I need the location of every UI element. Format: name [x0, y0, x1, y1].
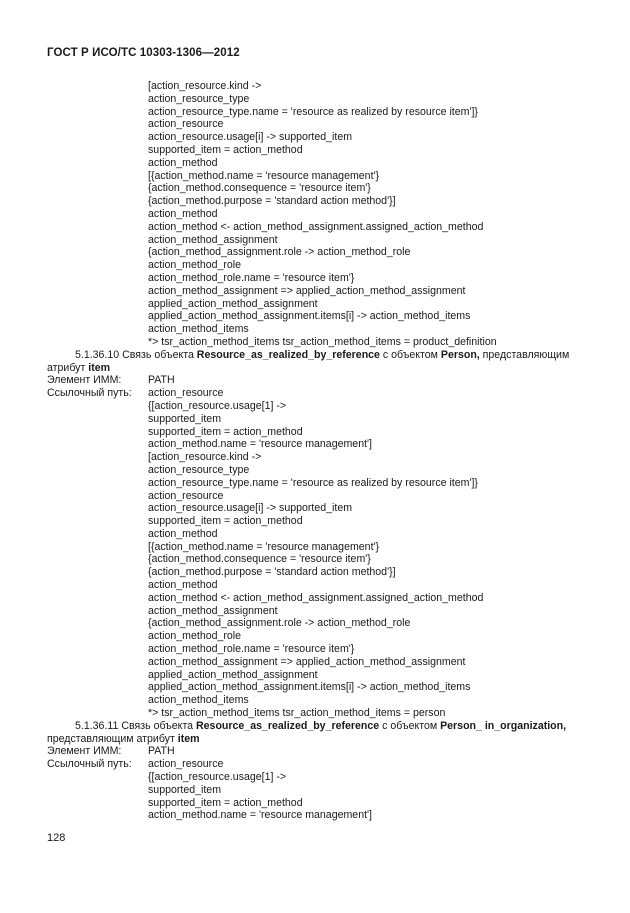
section-number: 5.1.36.10: [75, 348, 120, 361]
code-line: supported_item = action_method: [148, 796, 303, 809]
section-number: 5.1.36.11: [75, 719, 119, 732]
code-line: action_method_role: [148, 259, 242, 272]
code-line: {[action_resource.usage[1] ->: [148, 771, 287, 784]
element-value: PATH: [148, 745, 175, 758]
code-line: action_resource_type.name = 'resource as realized by resource item']}: [148, 476, 478, 489]
attribute-name: item: [88, 361, 111, 374]
code-line: {action_method.consequence = 'resource item'}: [148, 553, 371, 566]
code-line: action_method_assignment => applied_action_method_assignment: [148, 284, 466, 297]
element-row: [47, 374, 592, 387]
code-line: supported_item: [148, 783, 222, 796]
code-line: supported_item = action_method: [148, 143, 303, 156]
element-label: Элемент ИММ:: [47, 745, 122, 758]
code-line: action_method_assignment: [148, 233, 278, 246]
entity-name: Resource_as_realized_by_reference: [196, 348, 380, 361]
code-line: action_method: [148, 156, 218, 169]
code-line: action_method: [148, 207, 218, 220]
code-line: *> tsr_action_method_items tsr_action_method_items = product_definition: [148, 335, 497, 348]
code-line: applied_action_method_assignment: [148, 668, 318, 681]
code-line: [action_resource.kind ->: [148, 451, 262, 464]
code-line: *> tsr_action_method_items tsr_action_method_items = person: [148, 707, 446, 720]
code-line: {action_method_assignment.role -> action_method_role: [148, 246, 411, 259]
code-line: applied_action_method_assignment: [148, 297, 318, 310]
target-entity: Person,: [440, 348, 480, 361]
attribute-name: item: [177, 732, 200, 745]
code-line: action_method_items: [148, 694, 249, 707]
code-line: action_method_role.name = 'resource item'}: [148, 271, 355, 284]
code-line: action_method_role.name = 'resource item'}: [148, 643, 355, 656]
document-header: ГОСТ Р ИСО/ТС 10303-1306—2012: [47, 47, 240, 59]
reference-path-label: Ссылочный путь:: [47, 387, 132, 400]
code-line: applied_action_method_assignment.items[i] -> action_method_items: [148, 681, 471, 694]
code-block-continuation: [47, 80, 592, 349]
code-line: action_method <- action_method_assignment.assigned_action_method: [148, 591, 484, 604]
code-line: {action_method.purpose = 'standard action method'}]: [148, 195, 396, 208]
reference-path-first: action_resource: [148, 387, 224, 400]
reference-path-first: action_resource: [148, 758, 224, 771]
element-row: [47, 745, 592, 758]
code-line: action_resource: [148, 118, 224, 131]
code-line: action_resource_type.name = 'resource as realized by resource item']}: [148, 105, 478, 118]
code-line: {[action_resource.usage[1] ->: [148, 399, 287, 412]
code-line: supported_item: [148, 412, 222, 425]
code-line: {action_method_assignment.role -> action_method_role: [148, 617, 411, 630]
code-line: action_resource.usage[i] -> supported_item: [148, 502, 353, 515]
reference-path-label: Ссылочный путь:: [47, 758, 132, 771]
code-block-section-2: [47, 771, 592, 822]
code-line: action_method.name = 'resource management']: [148, 438, 372, 451]
code-block-section-1: [47, 400, 592, 720]
reference-path-row: [47, 758, 592, 771]
code-line: action_method_assignment => applied_action_method_assignment: [148, 655, 466, 668]
code-line: action_resource.usage[i] -> supported_item: [148, 131, 353, 144]
code-line: {action_method.consequence = 'resource item'}: [148, 182, 371, 195]
target-entity: Person_ in_organization,: [440, 719, 567, 732]
code-line: applied_action_method_assignment.items[i] -> action_method_items: [148, 310, 471, 323]
code-line: action_resource_type: [148, 92, 250, 105]
code-line: [action_resource.kind ->: [148, 80, 262, 92]
code-line: action_method: [148, 527, 218, 540]
code-line: action_method_items: [148, 323, 249, 336]
code-line: action_method.name = 'resource management']: [148, 809, 372, 822]
code-line: [{action_method.name = 'resource management'}: [148, 540, 380, 553]
code-line: {action_method.purpose = 'standard action method'}]: [148, 566, 396, 579]
page-content: [47, 80, 592, 822]
code-line: [{action_method.name = 'resource management'}: [148, 169, 380, 182]
section-heading-5-1-36-11: 5.1.36.11 Связь объекта Resource_as_realized_by_reference с объектом Person_ in_organization, представляющим атрибут item: [47, 719, 567, 745]
page-number: 128: [47, 832, 66, 844]
entity-name: Resource_as_realized_by_reference: [196, 719, 380, 732]
section-heading-5-1-36-10: 5.1.36.10 Связь объекта Resource_as_realized_by_reference с объектом Person, представляющим атрибут item: [47, 348, 570, 374]
code-line: action_resource: [148, 489, 224, 502]
code-line: action_resource_type: [148, 463, 250, 476]
reference-path-row: [47, 387, 592, 400]
code-line: supported_item = action_method: [148, 515, 303, 528]
code-line: action_method_role: [148, 630, 242, 643]
element-value: PATH: [148, 374, 175, 387]
code-line: action_method_assignment: [148, 604, 278, 617]
element-label: Элемент ИММ:: [47, 374, 122, 387]
code-line: action_method <- action_method_assignment.assigned_action_method: [148, 220, 484, 233]
code-line: supported_item = action_method: [148, 425, 303, 438]
code-line: action_method: [148, 579, 218, 592]
